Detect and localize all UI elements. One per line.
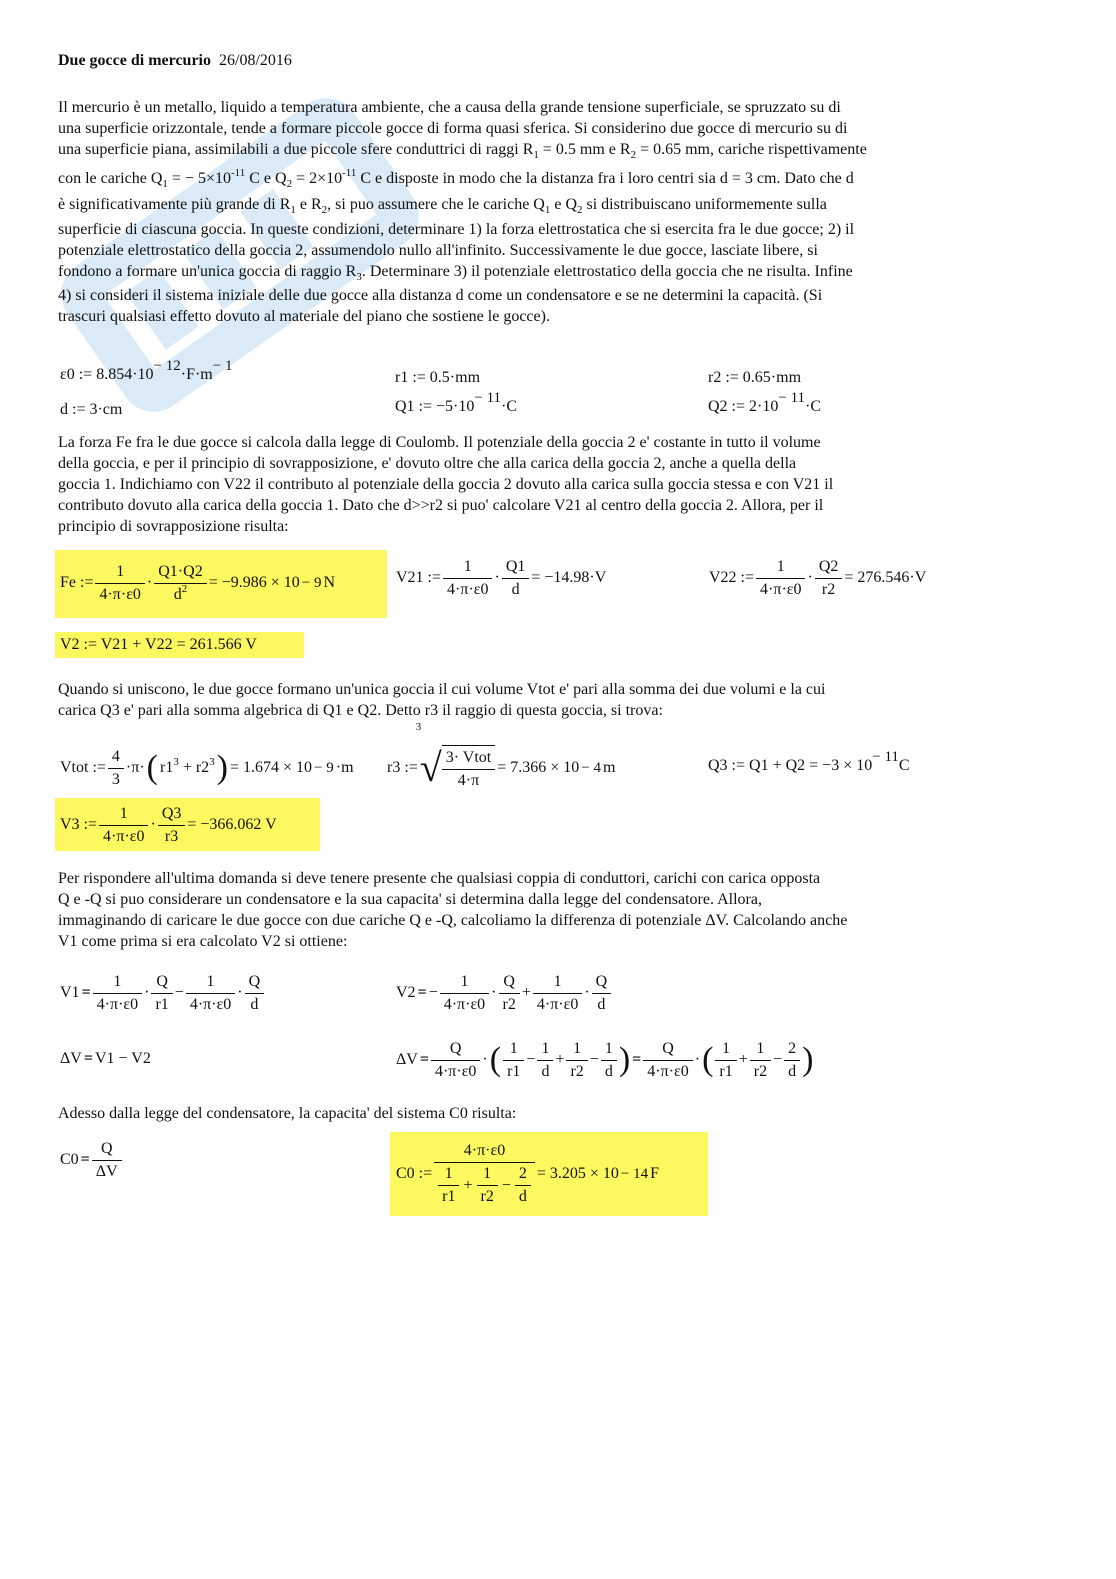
def-q1: Q1 := −5·10− 11·C [395,390,518,415]
text-line: immaginando di caricare le due gocce con due cariche Q e -Q, calcoliamo la differenza di potenziale ΔV. Calcolando anche [58,912,848,929]
problem-line: 4) si consideri il sistema iniziale delle due gocce alla distanza d come un condensatore e se ne determini la capacità. (Si [58,287,823,304]
problem-statement [58,97,988,327]
def-d: d := 3·cm [60,401,123,418]
formula-v2: V2 := V21 + V22 = 261.566 V [60,636,257,653]
def-r1: r1 := 0.5·mm [395,369,481,386]
text-line: goccia 1. Indichiamo con V22 il contributo al potenziale della goccia 2 dovuto alla carica sulla goccia stessa e con V21 il [58,476,834,493]
text-line: Per rispondere all'ultima domanda si deve tenere presente che qualsiasi coppia di conduttori, carichi con carica opposta [58,870,821,887]
explanation-merge [58,679,988,721]
problem-line: con le cariche $Q_1$ = − $5\times 10^{-11}$ C e $Q_2 = 2\times 10^{-11}$ C e disposte in modo che la distanza fra i loro centri sia d = 3 cm. Dato che d [58,167,854,190]
problem-line: trascuri qualsiasi effetto dovuto al materiale del piano che sostiene le gocce). [58,308,550,325]
page-title [58,52,292,70]
problem-line: potenziale elettrostatico della goccia 2, assumendolo nullo all'infinito. Successivamente le due gocce, lasciate libere, si [58,242,818,259]
formula-v1-general: V1 = $\frac{1}{4\cdot\pi\cdot\varepsilon 0}$ · $\frac{Q}{r1}$ − $\frac{1}{4\cdot\pi\cdot\varepsilon 0}$ · $\frac{Q}{d}$ [60,968,266,1018]
formula-r3: r3 := 3 √ $\frac{\text{3· Vtot}}{4\cdot\pi}$ = 7.366 × 10 − 4 m [387,720,616,790]
formula-dv-def: ΔV = V1 − V2 [60,1050,151,1067]
formula-q3: Q3 := Q1 + Q2 = −3 × 10− 11C [708,749,910,774]
problem-line: una superficie piana, assimilabili a due piccole sfere conduttrici di raggi $R_1 = 0.5$ mm e $R_2 = 0.65$ mm, cariche rispettivamente [58,141,867,161]
text-line: della goccia, e per il principio di sovrapposizione, e' dovuto oltre che alla carica della goccia 2, anche a quella della [58,455,797,472]
text-line: principio di sovrapposizione risulta: [58,518,289,535]
formula-v21: V21 := $\frac{1}{4\cdot\pi\cdot\varepsilon 0}$ · $\frac{Q1}{d}$ = −14.98·V [396,557,607,598]
title-date: 26/08/2016 [219,52,292,69]
formula-v3: V3 := $\frac{1}{4\cdot\pi\cdot\varepsilon 0}$ · $\frac{Q3}{r3}$ = −366.062 V [60,804,277,845]
text-line: carica Q3 e' pari alla somma algebrica di Q1 e Q2. Detto r3 il raggio di questa goccia, si trova: [58,702,663,719]
formula-c0-result: C0 := 4·π·ε0 $\frac{1}{r1}$ + $\frac{1}{r2}$ − $\frac{2}{d}$ = 3.205 × 10 − 14 F [396,1142,660,1205]
problem-line: superficie di ciascuna goccia. In queste condizioni, determinare 1) la forza elettrostatica che si esercita fra le due gocce; 2) il [58,221,855,238]
formula-v2-general: V2 = − $\frac{1}{4\cdot\pi\cdot\varepsilon 0}$ · $\frac{Q}{r2}$ + $\frac{1}{4\cdot\pi\cdot\varepsilon 0}$ · $\frac{Q}{d}$ [396,968,613,1018]
title-text: Due gocce di mercurio [58,52,211,69]
formula-fe: Fe := $\frac{1}{4\cdot\pi\cdot\varepsilon 0}$ · $\frac{Q1\cdot Q2}{d^2}$ = −9.986 × 10 − 9 N [60,562,336,603]
def-q2: Q2 := 2·10− 11·C [708,390,822,415]
problem-line: fondono a formare un'unica goccia di raggio $R_3$. Determinare 3) il potenziale elettrostatico della goccia che ne risulta. Infine [58,263,853,283]
problem-line: una superficie orizzontale, tende a formare piccole gocce di forma quasi sferica. Si considerino due gocce di mercurio su di [58,120,848,137]
problem-line: è significativamente più grande di $R_1$ e $R_2$, si puo assumere che le cariche $Q_1$ e $Q_2$ si distribuiscano uniformemente sulla [58,196,827,216]
explanation-capacitance [58,1103,988,1124]
formula-c0-def: C0 = $\frac{Q}{\Delta V}$ [60,1135,124,1185]
formula-vtot: Vtot := $\frac{4}{3}$ ·π· ( $r1^3 + r2^3$ ) = 1.674 × 10 − 9 ·m [60,747,354,788]
def-eps0: ε0 := 8.854·10− 12·F·m− 1 [60,358,233,383]
text-line: Q e -Q si puo considerare un condensatore e la sua capacita' si determina dalla legge del condensatore. Allora, [58,891,762,908]
text-line: contributo dovuto alla carica della goccia 1. Dato che d>>r2 si puo' calcolare V21 al centro della goccia 2. Allora, per il [58,497,824,514]
text-line: La forza Fe fra le due gocce si calcola dalla legge di Coulomb. Il potenziale della goccia 2 e' costante in tutto il volume [58,434,821,451]
text-line: Adesso dalla legge del condensatore, la capacita' del sistema C0 risulta: [58,1105,517,1122]
formula-v22: V22 := $\frac{1}{4\cdot\pi\cdot\varepsilon 0}$ · $\frac{Q2}{r2}$ = 276.546·V [709,557,927,598]
text-line: V1 come prima si era calcolato V2 si ottiene: [58,933,348,950]
text-line: Quando si uniscono, le due gocce formano un'unica goccia il cui volume Vtot e' pari alla somma dei due volumi e la cui [58,681,826,698]
def-r2: r2 := 0.65·mm [708,369,802,386]
problem-line: Il mercurio è un metallo, liquido a temperatura ambiente, che a causa della grande tensione superficiale, se spruzzato su di [58,99,841,116]
formula-dv-expanded: ΔV = $\frac{Q}{4\cdot\pi\cdot\varepsilon 0}$ · ( $\frac{1}{r1}$ − $\frac{1}{d}$ + $\frac{1}{r2}$ − $\frac{1}{d}$ ) = $\frac{Q}{4\cdot\pi\cdot\varepsilon 0}$ · ( $\frac{1}{r1}$ + $\frac{1}{r2}$ − $\frac{2}{d}$ ) [396,1039,814,1080]
explanation-capacitor [58,868,988,952]
explanation-coulomb [58,432,988,537]
